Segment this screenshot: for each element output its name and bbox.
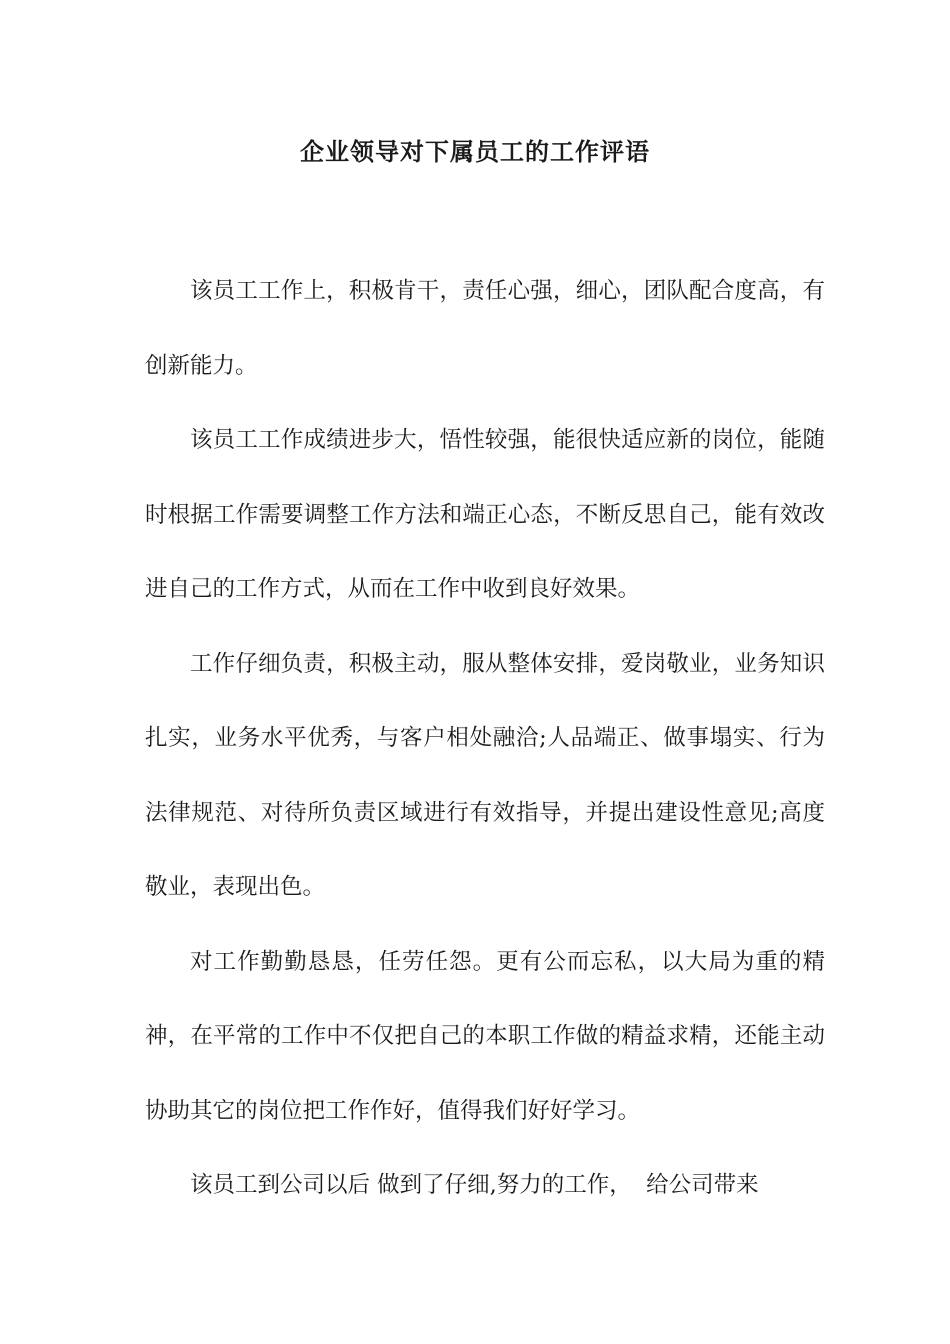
paragraph-1: 该员工工作上，积极肯干，责任心强，细心，团队配合度高，有创新能力。 [145,278,825,379]
document-title: 企业领导对下属员工的工作评语 [300,138,650,166]
paragraph-5: 该员工到公司以后 做到了仔细,努力的工作， 给公司带来 [190,1172,759,1198]
paragraph-3: 工作仔细负责，积极主动，服从整体安排，爱岗敬业，业务知识扎实，业务水平优秀，与客户相处融洽;人品端正、做事塌实、行为法律规范、对待所负责区域进行有效指导，并提出建设性意见;高度敬业，表现出色。 [145,650,825,900]
paragraph-2: 该员工工作成绩进步大，悟性较强，能很快适应新的岗位，能随时根据工作需要调整工作方法和端正心态，不断反思自己，能有效改进自己的工作方式，从而在工作中收到良好效果。 [145,427,825,602]
document-body [145,254,825,1223]
paragraph-4: 对工作勤勤恳恳，任劳任怨。更有公而忘私，以大局为重的精神，在平常的工作中不仅把自己的本职工作做的精益求精，还能主动协助其它的岗位把工作作好，值得我们好好学习。 [145,948,825,1124]
